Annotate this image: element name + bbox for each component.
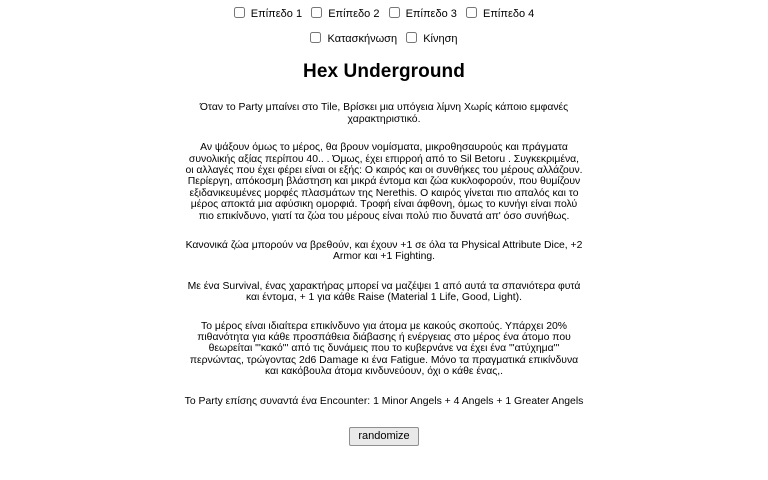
checkbox-level-4[interactable] [466, 7, 477, 18]
checkbox-label-level-1[interactable]: Επίπεδο 1 [250, 8, 303, 21]
checkbox-label-movement[interactable]: Κίνηση [423, 33, 458, 46]
checkbox-label-level-2[interactable]: Επίπεδο 2 [328, 8, 380, 21]
randomize-button[interactable]: randomize [349, 427, 418, 446]
checkbox-camp[interactable] [310, 32, 321, 43]
checkbox-group-level-4[interactable] [466, 6, 534, 22]
checkbox-group-level-3[interactable] [389, 6, 457, 22]
checkbox-group-level-2[interactable] [311, 6, 379, 22]
action-row [0, 427, 768, 446]
checkbox-group-movement[interactable] [406, 31, 457, 47]
level-checkbox-row [0, 6, 768, 22]
paragraph-danger: Το μέρος είναι ιδιαίτερα επικίνδυνο για άτομα με κακούς σκοπούς. Υπάρχει 20% πιθανότητα για κάθε προσπάθεια διάβασης ή ενέργειας στο μέρος ένα άτομο που θεωρείται "'κακό"' από τις δυνάμεις που το κυβερνάνε να έχει ένα "'ατύχημα"' περνώντας, τρώγοντας 2d6 Damage κι ένα Fatigue. Μόνο τα πραγματικά επικίνδυνα και κακόβουλα άτομα κινδυνεύουν, όχι ο κάθε ένας,. [189, 320, 579, 378]
paragraph-main-description: Αν ψάξουν όμως το μέρος, θα βρουν νομίσματα, μικροθησαυρούς και πράγματα συνολικής αξίας περίπου 40.. . Όμως, έχει επιρροή από το Sil Betoru . Συγκεκριμένα, οι αλλαγές που έχει φέρει είναι οι εξής: Ο καιρός και οι συνθήκες του μέρους αλλάζουν. Περίεργη, απόκοσμη βλάστηση και μικρά έντομα και ζώα κυκλοφορούν, που θυμίζουν εξιδανικευμένες μορφές πλασμάτων της Nerethis. Ο καιρός γίνεται πιο απαλός και το μέρος αποκτά μια αφύσικη ομορφιά. Τροφή είναι άφθονη, όμως το κυνήγι είναι πολύ πιο επικίνδυνο, γιατί τα ζώα του μέρους είναι πολύ πιο δυνατά απ' όσο συνήθως. [185, 142, 583, 222]
page-title: Hex Underground [303, 61, 465, 83]
content-block [184, 102, 584, 407]
checkbox-movement[interactable] [406, 32, 417, 43]
checkbox-level-3[interactable] [389, 7, 400, 18]
checkbox-level-1[interactable] [234, 7, 245, 18]
checkbox-label-level-4[interactable]: Επίπεδο 4 [483, 8, 535, 21]
mode-checkbox-row [0, 31, 768, 47]
paragraph-animals: Κανονικά ζώα μπορούν να βρεθούν, και έχουν +1 σε όλα τα Physical Attribute Dice, +2 Armor και +1 Fighting. [185, 239, 583, 263]
checkbox-label-level-3[interactable]: Επίπεδο 3 [405, 8, 457, 21]
paragraph-encounter: Το Party επίσης συναντά ένα Encounter: 1 Minor Angels + 4 Angels + 1 Greater Angels [184, 395, 584, 407]
paragraph-survival: Με ένα Survival, ένας χαρακτήρας μπορεί να μαζέψει 1 από αυτά τα σπανιότερα φυτά και έντομα, + 1 για κάθε Raise (Material 1 Life, Good, Light). [187, 280, 581, 304]
paragraph-intro: Όταν το Party μπαίνει στο Tile, Βρίσκει μια υπόγεια λίμνη Χωρίς κάποιο εμφανές χαρακτηριστικό. [199, 102, 569, 125]
checkbox-label-camp[interactable]: Κατασκήνωση [327, 33, 398, 46]
checkbox-level-2[interactable] [311, 7, 322, 18]
checkbox-group-level-1[interactable] [234, 6, 302, 22]
checkbox-group-camp[interactable] [310, 31, 397, 47]
